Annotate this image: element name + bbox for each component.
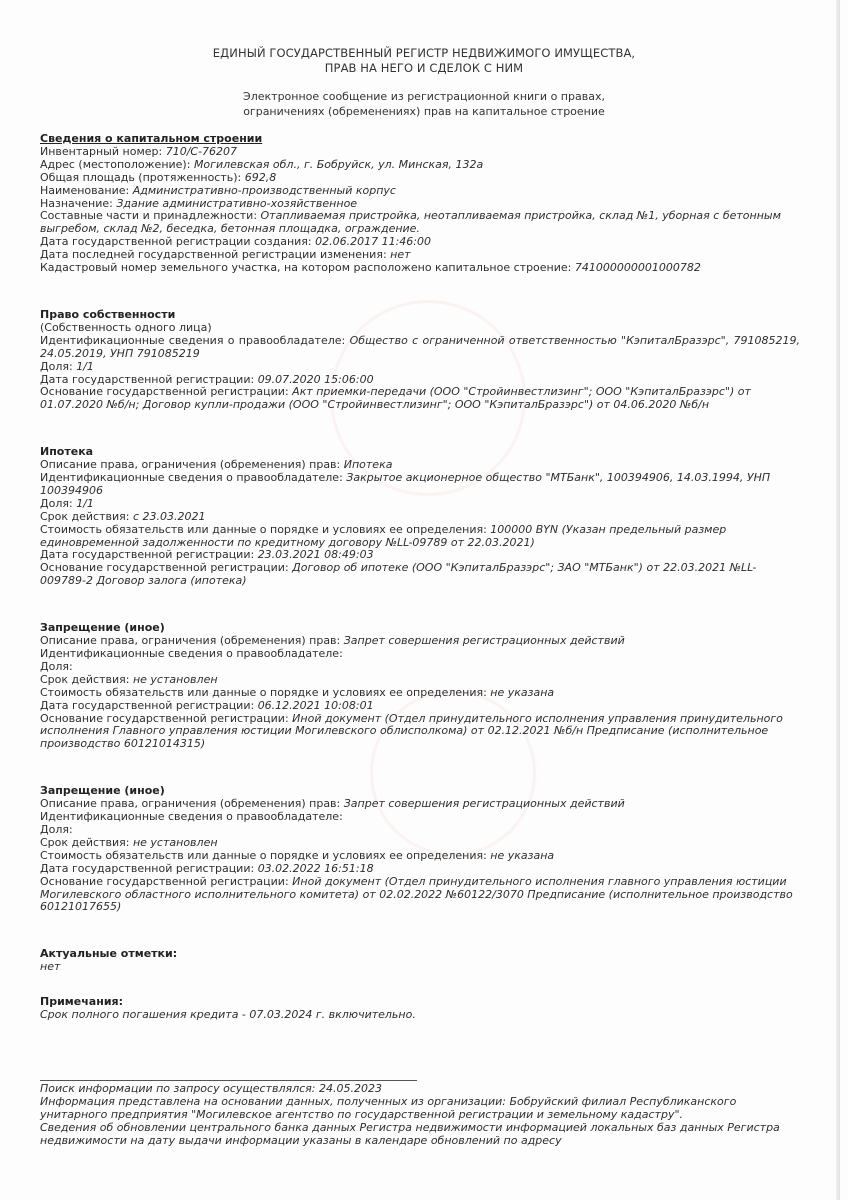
ownership-reg-date: Дата государственной регистрации: 09.07.2020 15:06:00 xyxy=(40,372,374,386)
building-purpose: Назначение: Здание административно-хозяйственное xyxy=(40,196,358,210)
ban-cost: Стоимость обязательств или данные о порядке и условиях ее определения: не указана xyxy=(40,685,555,699)
ban-section xyxy=(40,622,800,751)
subtitle-line-2: ограничениях (обременениях) прав на капитальное строение xyxy=(243,105,605,118)
mortgage-reg-date: Дата государственной регистрации: 23.03.2021 08:49:03 xyxy=(40,548,374,562)
building-area: Общая площадь (протяженность): 692,8 xyxy=(40,170,277,184)
building-created: Дата государственной регистрации создания: 02.06.2017 11:46:00 xyxy=(40,235,432,249)
mortgage-cost: Стоимость обязательств или данные о порядке и условиях ее определения: 100000 BYN (Указан предельный размер единовременной задолженности по кредитному договору №LL-09789 от 22.03.2021) xyxy=(40,522,727,549)
ban-desc: Описание права, ограничения (обременения) прав: Запрет совершения регистрационных действий xyxy=(40,797,625,811)
ban-holder: Идентификационные сведения о правообладателе: xyxy=(40,810,343,824)
building-cadastral: Кадастровый номер земельного участка, на котором расположено капитальное строение: 741000000001000782 xyxy=(40,261,701,275)
document-footer xyxy=(40,1083,800,1148)
current-marks-title: Актуальные отметки: xyxy=(40,947,178,961)
building-address: Адрес (местоположение): Могилевская обл., г. Бобруйск, ул. Минская, 132а xyxy=(40,157,484,171)
building-changed: Дата последней государственной регистрации изменения: нет xyxy=(40,248,411,262)
building-name: Наименование: Административно-производственный корпус xyxy=(40,183,396,197)
notes-section xyxy=(40,996,800,1022)
building-inventory: Инвентарный номер: 710/C-76207 xyxy=(40,144,238,158)
building-section-title: Сведения о капитальном строении xyxy=(40,132,263,145)
title-line-1: ЕДИНЫЙ ГОСУДАРСТВЕННЫЙ РЕГИСТР НЕДВИЖИМОГО ИМУЩЕСТВА, xyxy=(212,46,636,60)
page-edge xyxy=(836,0,840,1200)
ban-desc: Описание права, ограничения (обременения) прав: Запрет совершения регистрационных действий xyxy=(40,634,625,648)
building-parts: Составные части и принадлежности: Отапливаемая пристройка, неотапливаемая пристройка, склад №1, уборная с бетонным выгребом, склад №2, беседка, бетонная площадка, ограждение. xyxy=(40,209,781,236)
ban-basis: Основание государственной регистрации: Иной документ (Отдел принудительного исполнения главного управления юстиции Могилевского областного исполнительного комитета) от 02.02.2022 №60122/3070 Предписание (исполнительное производство 60121017655) xyxy=(40,874,793,914)
ban-section-title: Запрещение (иное) xyxy=(40,784,165,798)
mortgage-section xyxy=(40,446,800,588)
mortgage-holder: Идентификационные сведения о правообладателе: Закрытое акционерное общество "МТБанк", 100394906, 14.03.1994, УНП 100394906 xyxy=(40,471,771,497)
ownership-holder: Идентификационные сведения о правообладателе: Общество с ограниченной ответственностью "КэпиталБразэрс", 791085219, 24.05.2019, УНП 791085219 xyxy=(40,333,800,360)
ban-reg-date: Дата государственной регистрации: 06.12.2021 10:08:01 xyxy=(40,698,374,712)
ownership-section xyxy=(40,309,800,412)
document-subtitle xyxy=(0,89,848,119)
ban-cost: Стоимость обязательств или данные о порядке и условиях ее определения: не указана xyxy=(40,848,555,862)
ban-section xyxy=(40,785,800,914)
mortgage-section-title: Ипотека xyxy=(40,445,94,459)
ownership-type: (Собственность одного лица) xyxy=(40,320,212,334)
footer-divider xyxy=(40,1080,417,1081)
building-section xyxy=(40,133,800,275)
ownership-basis: Основание государственной регистрации: Акт приемки-передачи (ООО "Стройинвестлизинг"; ООО "КэпиталБразэрс") от 01.07.2020 №б/н; Договор купли-продажи (ООО "Стройинвестлизинг"; ООО "КэпиталБразэрс") от 04.06.2020 №б/н xyxy=(40,385,751,412)
ownership-section-title: Право собственности xyxy=(40,307,176,321)
ban-share: Доля: xyxy=(40,822,73,836)
footer-update-info: Сведения об обновлении центрального банка данных Регистра недвижимости информацией локальных баз данных Регистра недвижимости на дату выдачи информации указаны в календаре обновлений по адресу xyxy=(40,1120,780,1147)
document-body xyxy=(40,133,800,1022)
ban-basis: Основание государственной регистрации: Иной документ (Отдел принудительного исполнения управления принудительного исполнения Главного управления юстиции Могилевского облисполкома) от 02.12.2021 №б/н Предписание (исполнительное производство 60121014315) xyxy=(40,711,783,751)
subtitle-line-1: Электронное сообщение из регистрационной книги о правах, xyxy=(243,90,605,103)
mortgage-term: Срок действия: с 23.03.2021 xyxy=(40,509,206,523)
footer-source-info: Информация представлена на основании данных, полученных из организации: Бобруйский филиал Республиканского унитарного предприятия "Могилевское агентство по государственной регистрации и земельному кадастру". xyxy=(40,1094,737,1121)
document-title xyxy=(0,46,848,76)
current-marks-section xyxy=(40,948,800,974)
ban-section-title: Запрещение (иное) xyxy=(40,621,165,635)
notes-value: Срок полного погашения кредита - 07.03.2024 г. включительно. xyxy=(40,1008,416,1022)
ownership-share: Доля: 1/1 xyxy=(40,359,94,373)
footer-search-info: Поиск информации по запросу осуществлялся: 24.05.2023 xyxy=(40,1082,382,1095)
title-line-2: ПРАВ НА НЕГО И СДЕЛОК С НИМ xyxy=(324,61,524,75)
ban-share: Доля: xyxy=(40,659,73,673)
mortgage-basis: Основание государственной регистрации: Договор об ипотеке (ООО "КэпиталБразэрс"; ЗАО "МТБанк") от 22.03.2021 №LL-009789-2 Договор залога (ипотека) xyxy=(40,561,757,588)
ban-reg-date: Дата государственной регистрации: 03.02.2022 16:51:18 xyxy=(40,861,374,875)
ban-holder: Идентификационные сведения о правообладателе: xyxy=(40,647,343,660)
mortgage-desc: Описание права, ограничения (обременения) прав: Ипотека xyxy=(40,458,393,472)
ban-term: Срок действия: не установлен xyxy=(40,835,218,849)
mortgage-share: Доля: 1/1 xyxy=(40,496,94,510)
current-marks-value: нет xyxy=(40,960,61,974)
notes-title: Примечания: xyxy=(40,995,123,1009)
ban-term: Срок действия: не установлен xyxy=(40,672,218,686)
